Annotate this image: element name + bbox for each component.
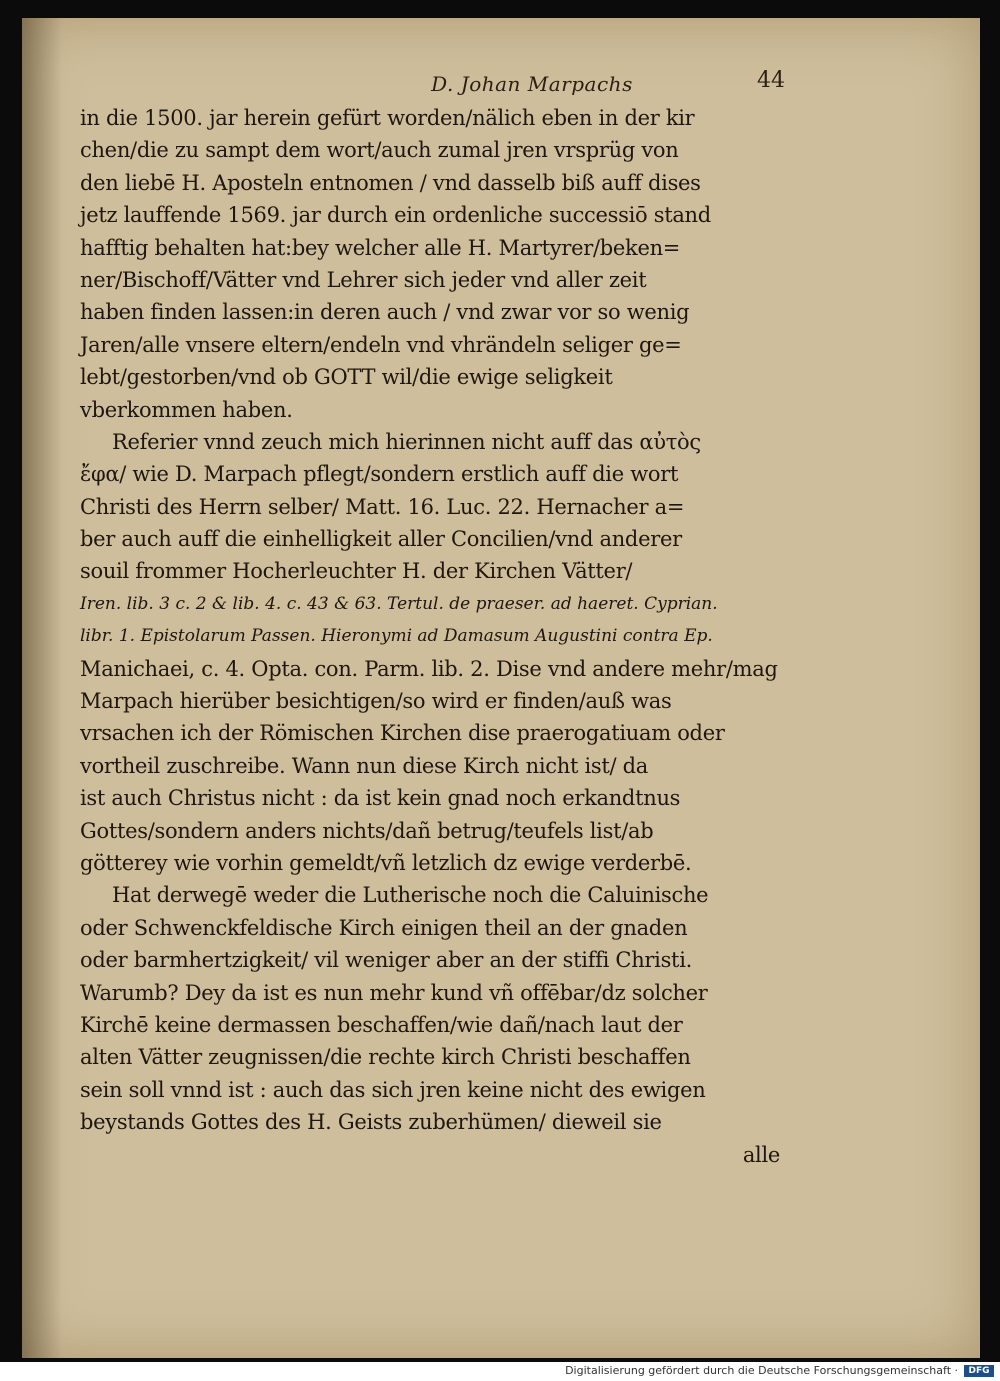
- text-line: vrsachen ich der Römischen Kirchen dise praerogatiuam oder: [80, 721, 725, 746]
- text-line: ner/Bischoff/Vätter vnd Lehrer sich jeder vnd aller zeit: [80, 267, 647, 292]
- text-line: Jaren/alle vnsere eltern/endeln vnd vhrändeln seliger ge=: [80, 332, 682, 357]
- text-line: chen/die zu sampt dem wort/auch zumal jren vrsprüg von: [80, 138, 679, 163]
- text-line: den liebē H. Aposteln entnomen / vnd dasselb biß auff dises: [80, 170, 701, 195]
- text-line: ber auch auff die einhelligkeit aller Concilien/vnd anderer: [80, 527, 682, 552]
- text-line: Gottes/sondern anders nichts/dañ betrug/teufels list/ab: [80, 818, 654, 843]
- text-line: oder Schwenckfeldische Kirch einigen theil an der gnaden: [80, 915, 688, 940]
- text-line: Marpach hierüber besichtigen/so wird er finden/auß was: [80, 689, 672, 714]
- text-line: Christi des Herrn selber/ Matt. 16. Luc. 22. Hernacher a=: [80, 494, 685, 519]
- citation-line: Iren. lib. 3 c. 2 & lib. 4. c. 43 & 63. Tertul. de praeser. ad haeret. Cyprian.: [80, 593, 718, 614]
- page-number: 44: [757, 68, 785, 93]
- footer-bar: [0, 1362, 1000, 1381]
- text-line: hafftig behalten hat:bey welcher alle H. Martyrer/beken=: [80, 235, 681, 260]
- text-line: oder barmhertzigkeit/ vil weniger aber an der stiffi Christi.: [80, 948, 692, 973]
- text-line: götterey wie vorhin gemeldt/vñ letzlich dz ewige verderbē.: [80, 850, 692, 875]
- text-line: vortheil zuschreibe. Wann nun diese Kirch nicht ist/ da: [80, 753, 649, 778]
- text-line: lebt/gestorben/vnd ob GOTT wil/die ewige seligkeit: [80, 365, 613, 390]
- text-line: ist auch Christus nicht : da ist kein gnad noch erkandtnus: [80, 786, 681, 811]
- text-line: in die 1500. jar herein gefürt worden/nälich eben in der kir: [80, 106, 695, 130]
- running-head: D. Johan Marpachs: [431, 72, 633, 96]
- text-line: haben finden lassen:in deren auch / vnd zwar vor so wenig: [80, 300, 690, 325]
- text-line: jetz lauffende 1569. jar durch ein ordenliche successiō stand: [80, 203, 711, 228]
- dfg-logo: DFG: [964, 1365, 994, 1377]
- citation-line: libr. 1. Epistolarum Passen. Hieronymi ad Damasum Augustini contra Ep.: [80, 626, 713, 647]
- catchword: alle: [742, 1142, 780, 1167]
- text-line: beystands Gottes des H. Geists zuberhümen/ dieweil sie: [80, 1110, 662, 1135]
- funding-credit: Digitalisierung gefördert durch die Deutsche Forschungsgemeinschaft ·: [565, 1364, 958, 1377]
- text-line: Warumb? Dey da ist es nun mehr kund vñ offēbar/dz solcher: [80, 980, 708, 1005]
- book-page: [22, 18, 980, 1358]
- text-block: [80, 102, 780, 1171]
- text-line: souil frommer Hocherleuchter H. der Kirchen Vätter/: [80, 559, 633, 584]
- text-line: Manichaei, c. 4. Opta. con. Parm. lib. 2. Dise vnd andere mehr/mag: [80, 656, 778, 681]
- text-line: vberkommen haben.: [80, 397, 293, 422]
- text-line: ἔφα/ wie D. Marpach pflegt/sondern erstlich auff die wort: [80, 462, 679, 487]
- page-gutter-shadow: [22, 18, 62, 1358]
- text-line: sein soll vnnd ist : auch das sich jren keine nicht des ewigen: [80, 1077, 706, 1102]
- text-line: Hat derwegē weder die Lutherische noch die Caluinische: [112, 883, 709, 908]
- text-line: alten Vätter zeugnissen/die rechte kirch Christi beschaffen: [80, 1045, 691, 1070]
- text-line: Kirchē keine dermassen beschaffen/wie dañ/nach laut der: [80, 1012, 683, 1037]
- text-line: Referier vnnd zeuch mich hierinnen nicht auff das αὐτὸς: [112, 429, 701, 454]
